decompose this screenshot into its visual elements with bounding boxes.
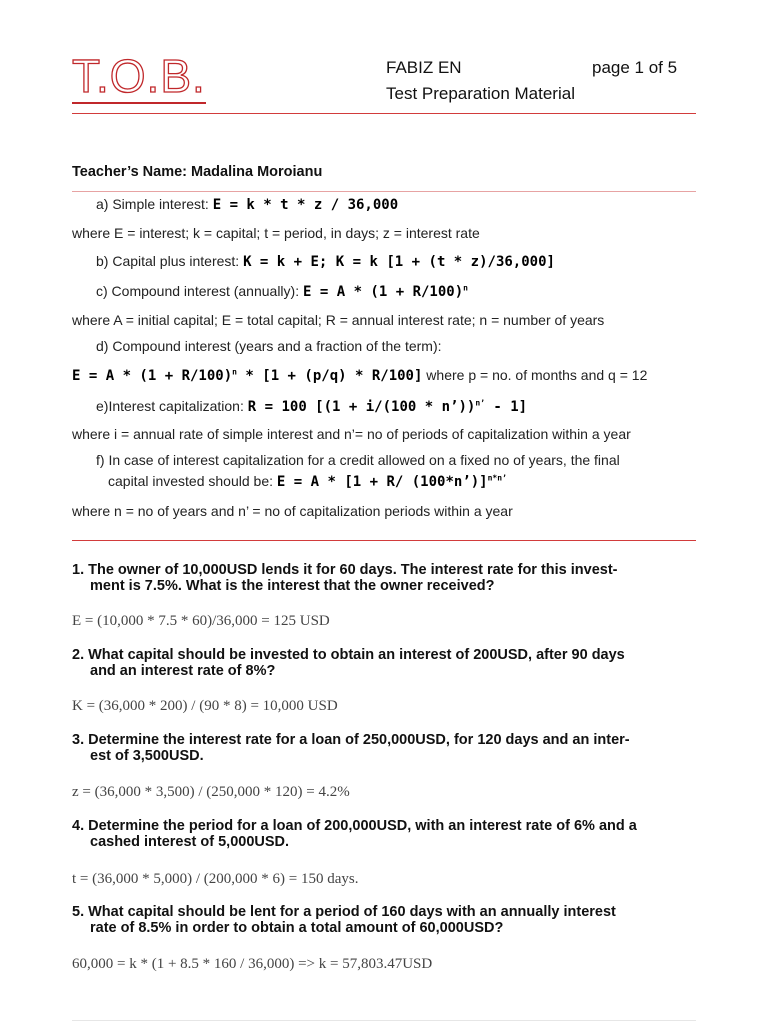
formula-capitalization-legend: where i = annual rate of simple interest and n’= no of periods of capitalization within a year xyxy=(72,426,631,442)
question-3: 3. Determine the interest rate for a loan of 250,000USD, for 120 days and an inter- est of 3,500USD. xyxy=(72,732,630,764)
question-1: 1. The owner of 10,000USD lends it for 60 days. The interest rate for this invest- ment is 7.5%. What is the interest that the owner received? xyxy=(72,562,618,594)
formula-final-capital: capital invested should be: E = A * [1 + R/ (100*n’)]$^{n*n’}$ xyxy=(108,473,507,490)
question-2: 2. What capital should be invested to obtain an interest of 200USD, after 90 days and an interest rate of 8%? xyxy=(72,647,625,679)
answer-1: E = (10,000 * 7.5 * 60)/36,000 = 125 USD xyxy=(72,613,330,629)
tob-logo: T.O.B. xyxy=(72,50,206,102)
formula-simple-interest: a) Simple interest: E = k * t * z / 36,000 xyxy=(96,196,399,213)
page-number: page 1 of 5 xyxy=(592,58,678,77)
answer-4: t = (36,000 * 5,000) / (200,000 * 6) = 150 days. xyxy=(72,871,359,887)
answer-3: z = (36,000 * 3,500) / (250,000 * 120) = 4.2% xyxy=(72,784,350,800)
formulas-divider xyxy=(72,540,696,541)
question-4: 4. Determine the period for a loan of 200,000USD, with an interest rate of 6% and a cashed interest of 5,000USD. xyxy=(72,818,637,850)
teacher-divider xyxy=(72,191,696,192)
formula-final-capital-label: f) In case of interest capitalization for a credit allowed on a fixed no of years, the final xyxy=(96,452,620,468)
course-name: FABIZ EN xyxy=(386,58,462,77)
answer-5: 60,000 = k * (1 + 8.5 * 160 / 36,000) => k = 57,803.47USD xyxy=(72,956,433,972)
header-divider xyxy=(72,113,696,114)
formula-simple-interest-legend: where E = interest; k = capital; t = period, in days; z = interest rate xyxy=(72,225,480,241)
footer-divider xyxy=(72,1020,696,1021)
formula-compound-interest-legend: where A = initial capital; E = total capital; R = annual interest rate; n = number of years xyxy=(72,312,605,328)
formula-compound-fraction: $E = A * (1 + R/100)^n * [1 + (p/q) * R/100]$ where p = no. of months and q = 12 xyxy=(72,367,648,384)
formula-interest-capitalization: e)Interest capitalization: R = 100 [(1 + i/(100 * n’))$^{n’}$ - 1] xyxy=(96,398,528,415)
answer-2: K = (36,000 * 200) / (90 * 8) = 10,000 USD xyxy=(72,698,338,714)
question-5: 5. What capital should be lent for a period of 160 days with an annually interest rate of 8.5% in order to obtain a total amount of 60,000USD? xyxy=(72,904,616,936)
document-subtitle: Test Preparation Material xyxy=(386,84,575,103)
formula-compound-fraction-label: d) Compound interest (years and a fraction of the term): xyxy=(96,338,442,354)
formula-final-capital-legend: where n = no of years and n’ = no of capitalization periods within a year xyxy=(72,503,513,519)
teacher-name: Teacher’s Name: Madalina Moroianu xyxy=(72,164,323,180)
formula-capital-plus-interest: b) Capital plus interest: K = k + E; K = k [1 + (t * z)/36,000] xyxy=(96,253,555,270)
formula-compound-interest: c) Compound interest (annually): $E = A * (1 + R/100)^n$ xyxy=(96,283,468,300)
